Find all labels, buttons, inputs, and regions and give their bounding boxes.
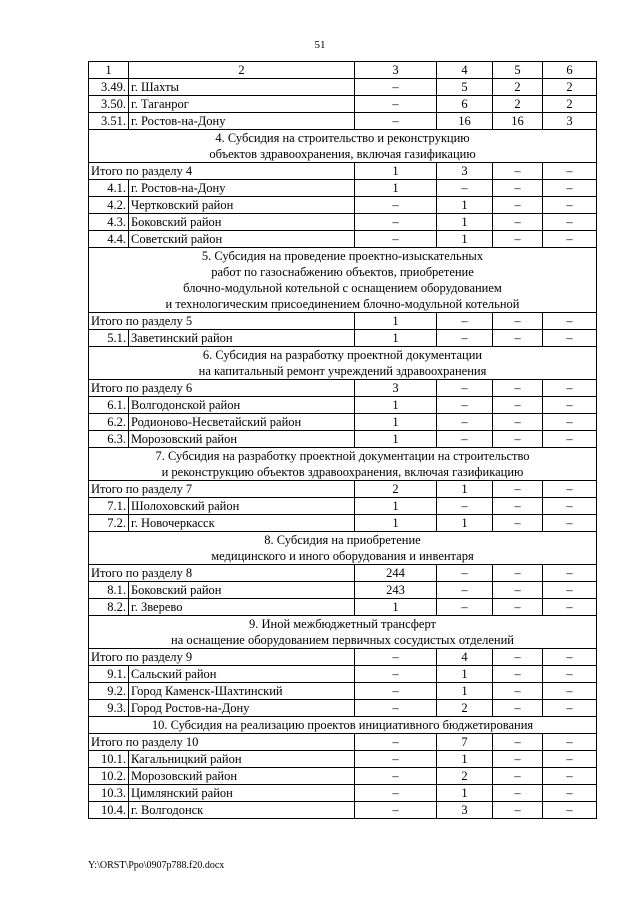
value-cell: –: [437, 180, 493, 197]
section-heading-row: [89, 347, 597, 380]
section-total-row: [89, 649, 597, 666]
value-cell: –: [543, 498, 597, 515]
table-row: [89, 330, 597, 347]
municipality-name: Советский район: [129, 231, 355, 248]
table-row: [89, 515, 597, 532]
row-number: 7.1.: [89, 498, 129, 515]
row-number: 10.1.: [89, 751, 129, 768]
row-number: 3.51.: [89, 113, 129, 130]
section-heading-row: [89, 616, 597, 649]
value-cell: 3: [355, 380, 437, 397]
table-row: [89, 700, 597, 717]
municipality-name: г. Таганрог: [129, 96, 355, 113]
header-cell: 4: [437, 62, 493, 79]
section-heading-line: 9. Иной межбюджетный трансферт: [248, 617, 437, 631]
row-number: 3.49.: [89, 79, 129, 96]
data-table: [88, 61, 597, 819]
value-cell: –: [543, 700, 597, 717]
value-cell: 2: [437, 768, 493, 785]
total-label: Итого по разделу 5: [89, 313, 355, 330]
value-cell: –: [355, 768, 437, 785]
value-cell: –: [493, 515, 543, 532]
row-number: 4.2.: [89, 197, 129, 214]
value-cell: –: [437, 599, 493, 616]
row-number: 7.2.: [89, 515, 129, 532]
value-cell: –: [543, 163, 597, 180]
table-row: [89, 582, 597, 599]
value-cell: –: [543, 214, 597, 231]
section-total-row: [89, 565, 597, 582]
table-row: [89, 96, 597, 113]
value-cell: –: [493, 197, 543, 214]
value-cell: –: [437, 498, 493, 515]
section-heading-line: 5. Субсидия на проведение проектно-изыскательных: [201, 249, 484, 263]
value-cell: –: [543, 649, 597, 666]
value-cell: –: [543, 397, 597, 414]
table-row: [89, 431, 597, 448]
value-cell: –: [493, 498, 543, 515]
value-cell: 1: [437, 785, 493, 802]
table-row: [89, 214, 597, 231]
municipality-name: Чертковский район: [129, 197, 355, 214]
section-heading-line: 8. Субсидия на приобретение: [264, 533, 421, 547]
value-cell: 1: [355, 397, 437, 414]
value-cell: 2: [543, 96, 597, 113]
value-cell: –: [493, 565, 543, 582]
table-row: [89, 197, 597, 214]
value-cell: –: [355, 734, 437, 751]
section-total-row: [89, 734, 597, 751]
value-cell: –: [543, 380, 597, 397]
section-heading-line: блочно-модульной котельной с оснащением оборудованием: [183, 281, 502, 295]
municipality-name: г. Ростов-на-Дону: [129, 180, 355, 197]
value-cell: –: [355, 802, 437, 819]
table-row: [89, 414, 597, 431]
section-heading-line: и технологическим присоединением блочно-модульной котельной: [165, 297, 520, 311]
section-total-row: [89, 481, 597, 498]
value-cell: 244: [355, 565, 437, 582]
section-heading: [89, 448, 597, 481]
section-heading-line: работ по газоснабжению объектов, приобретение: [211, 265, 474, 279]
municipality-name: г. Волгодонск: [129, 802, 355, 819]
value-cell: 16: [437, 113, 493, 130]
table-row: [89, 768, 597, 785]
value-cell: 1: [355, 163, 437, 180]
section-heading-line: 10. Субсидия на реализацию проектов инициативного бюджетирования: [151, 718, 534, 732]
value-cell: –: [493, 180, 543, 197]
value-cell: –: [543, 481, 597, 498]
value-cell: 1: [437, 197, 493, 214]
value-cell: –: [437, 313, 493, 330]
municipality-name: Морозовский район: [129, 431, 355, 448]
table-row: [89, 113, 597, 130]
row-number: 6.2.: [89, 414, 129, 431]
section-heading-row: [89, 130, 597, 163]
value-cell: –: [493, 330, 543, 347]
value-cell: 1: [355, 330, 437, 347]
municipality-name: Волгодонской район: [129, 397, 355, 414]
header-row: [89, 62, 597, 79]
value-cell: 2: [437, 700, 493, 717]
value-cell: –: [355, 683, 437, 700]
value-cell: –: [355, 785, 437, 802]
value-cell: –: [543, 768, 597, 785]
value-cell: –: [543, 515, 597, 532]
section-total-row: [89, 163, 597, 180]
section-heading: [89, 717, 597, 734]
page-number: 51: [314, 39, 326, 51]
value-cell: –: [437, 565, 493, 582]
header-cell: 1: [89, 62, 129, 79]
value-cell: –: [493, 214, 543, 231]
value-cell: –: [355, 79, 437, 96]
value-cell: 1: [437, 231, 493, 248]
total-label: Итого по разделу 6: [89, 380, 355, 397]
value-cell: –: [493, 785, 543, 802]
value-cell: 1: [437, 481, 493, 498]
value-cell: –: [493, 768, 543, 785]
section-heading-row: [89, 532, 597, 565]
municipality-name: Родионово-Несветайский район: [129, 414, 355, 431]
value-cell: 1: [355, 498, 437, 515]
row-number: 9.3.: [89, 700, 129, 717]
value-cell: –: [437, 582, 493, 599]
value-cell: –: [493, 802, 543, 819]
municipality-name: Город Ростов-на-Дону: [129, 700, 355, 717]
total-label: Итого по разделу 10: [89, 734, 355, 751]
total-label: Итого по разделу 7: [89, 481, 355, 498]
row-number: 10.2.: [89, 768, 129, 785]
municipality-name: Цимлянский район: [129, 785, 355, 802]
section-heading-line: на капитальный ремонт учреждений здравоохранения: [198, 364, 487, 378]
value-cell: –: [493, 313, 543, 330]
section-heading: [89, 130, 597, 163]
value-cell: 1: [437, 214, 493, 231]
value-cell: –: [543, 565, 597, 582]
section-heading-row: [89, 717, 597, 734]
municipality-name: Заветинский район: [129, 330, 355, 347]
municipality-name: Боковский район: [129, 214, 355, 231]
value-cell: 3: [437, 802, 493, 819]
value-cell: –: [493, 751, 543, 768]
value-cell: –: [355, 666, 437, 683]
table-row: [89, 79, 597, 96]
value-cell: –: [437, 397, 493, 414]
value-cell: 1: [355, 313, 437, 330]
section-heading: [89, 248, 597, 313]
value-cell: –: [493, 431, 543, 448]
value-cell: –: [437, 431, 493, 448]
total-label: Итого по разделу 8: [89, 565, 355, 582]
row-number: 4.3.: [89, 214, 129, 231]
value-cell: –: [493, 231, 543, 248]
section-total-row: [89, 380, 597, 397]
municipality-name: Морозовский район: [129, 768, 355, 785]
section-heading: [89, 532, 597, 565]
value-cell: 1: [355, 515, 437, 532]
value-cell: 2: [493, 79, 543, 96]
value-cell: –: [493, 414, 543, 431]
table-row: [89, 180, 597, 197]
value-cell: 5: [437, 79, 493, 96]
value-cell: –: [493, 666, 543, 683]
value-cell: 1: [355, 414, 437, 431]
table-row: [89, 599, 597, 616]
section-heading-line: медицинского и иного оборудования и инвентаря: [211, 549, 474, 563]
value-cell: –: [543, 431, 597, 448]
value-cell: –: [355, 700, 437, 717]
value-cell: –: [493, 481, 543, 498]
value-cell: –: [493, 380, 543, 397]
municipality-name: Боковский район: [129, 582, 355, 599]
table-row: [89, 397, 597, 414]
value-cell: 16: [493, 113, 543, 130]
value-cell: –: [437, 380, 493, 397]
table-row: [89, 498, 597, 515]
table-row: [89, 231, 597, 248]
value-cell: –: [493, 683, 543, 700]
table-row: [89, 683, 597, 700]
value-cell: –: [543, 330, 597, 347]
municipality-name: Сальский район: [129, 666, 355, 683]
value-cell: –: [543, 231, 597, 248]
table-row: [89, 666, 597, 683]
value-cell: –: [543, 802, 597, 819]
section-heading: [89, 347, 597, 380]
value-cell: –: [543, 751, 597, 768]
municipality-name: г. Шахты: [129, 79, 355, 96]
row-number: 8.1.: [89, 582, 129, 599]
row-number: 5.1.: [89, 330, 129, 347]
value-cell: 3: [437, 163, 493, 180]
value-cell: 1: [355, 431, 437, 448]
section-heading-row: [89, 248, 597, 313]
section-total-row: [89, 313, 597, 330]
row-number: 3.50.: [89, 96, 129, 113]
section-heading-row: [89, 448, 597, 481]
row-number: 4.4.: [89, 231, 129, 248]
value-cell: –: [543, 197, 597, 214]
value-cell: –: [543, 683, 597, 700]
value-cell: –: [493, 163, 543, 180]
value-cell: –: [437, 330, 493, 347]
value-cell: –: [355, 231, 437, 248]
header-cell: 3: [355, 62, 437, 79]
value-cell: –: [493, 649, 543, 666]
municipality-name: Город Каменск-Шахтинский: [129, 683, 355, 700]
row-number: 9.2.: [89, 683, 129, 700]
row-number: 10.4.: [89, 802, 129, 819]
section-heading-line: и реконструкцию объектов здравоохранения, включая газификацию: [161, 465, 524, 479]
row-number: 6.3.: [89, 431, 129, 448]
total-label: Итого по разделу 4: [89, 163, 355, 180]
value-cell: 6: [437, 96, 493, 113]
row-number: 4.1.: [89, 180, 129, 197]
file-path-footer: Y:\ORST\Ppo\0907p788.f20.docx: [88, 860, 225, 871]
value-cell: –: [355, 649, 437, 666]
table-row: [89, 802, 597, 819]
value-cell: 2: [543, 79, 597, 96]
value-cell: 2: [493, 96, 543, 113]
municipality-name: Шолоховский район: [129, 498, 355, 515]
value-cell: 1: [437, 515, 493, 532]
value-cell: –: [355, 214, 437, 231]
header-cell: 5: [493, 62, 543, 79]
value-cell: –: [355, 751, 437, 768]
value-cell: –: [543, 582, 597, 599]
value-cell: –: [543, 313, 597, 330]
header-cell: 6: [543, 62, 597, 79]
table-row: [89, 785, 597, 802]
value-cell: –: [543, 180, 597, 197]
value-cell: –: [543, 666, 597, 683]
value-cell: –: [493, 397, 543, 414]
section-heading-line: 4. Субсидия на строительство и реконструкцию: [215, 131, 470, 145]
municipality-name: г. Новочеркасск: [129, 515, 355, 532]
value-cell: 3: [543, 113, 597, 130]
section-heading-line: 6. Субсидия на разработку проектной документации: [202, 348, 483, 362]
value-cell: –: [543, 734, 597, 751]
value-cell: 1: [437, 751, 493, 768]
table-body: [89, 62, 597, 819]
section-heading: [89, 616, 597, 649]
row-number: 10.3.: [89, 785, 129, 802]
section-heading-line: на оснащение оборудованием первичных сосудистых отделений: [171, 633, 514, 647]
value-cell: –: [493, 734, 543, 751]
municipality-name: Кагальницкий район: [129, 751, 355, 768]
value-cell: –: [543, 414, 597, 431]
value-cell: –: [543, 785, 597, 802]
table-row: [89, 751, 597, 768]
value-cell: –: [493, 599, 543, 616]
value-cell: –: [543, 599, 597, 616]
value-cell: 1: [437, 666, 493, 683]
value-cell: 4: [437, 649, 493, 666]
row-number: 8.2.: [89, 599, 129, 616]
municipality-name: г. Зверево: [129, 599, 355, 616]
value-cell: 1: [355, 180, 437, 197]
municipality-name: г. Ростов-на-Дону: [129, 113, 355, 130]
value-cell: –: [437, 414, 493, 431]
value-cell: –: [355, 197, 437, 214]
value-cell: –: [493, 582, 543, 599]
row-number: 6.1.: [89, 397, 129, 414]
section-heading-line: объектов здравоохранения, включая газификацию: [209, 147, 476, 161]
value-cell: –: [355, 96, 437, 113]
value-cell: –: [355, 113, 437, 130]
value-cell: –: [493, 700, 543, 717]
value-cell: 243: [355, 582, 437, 599]
value-cell: 2: [355, 481, 437, 498]
section-heading-line: 7. Субсидия на разработку проектной документации на строительство: [155, 449, 530, 463]
row-number: 9.1.: [89, 666, 129, 683]
header-cell: 2: [129, 62, 355, 79]
value-cell: 1: [355, 599, 437, 616]
value-cell: 7: [437, 734, 493, 751]
total-label: Итого по разделу 9: [89, 649, 355, 666]
value-cell: 1: [437, 683, 493, 700]
